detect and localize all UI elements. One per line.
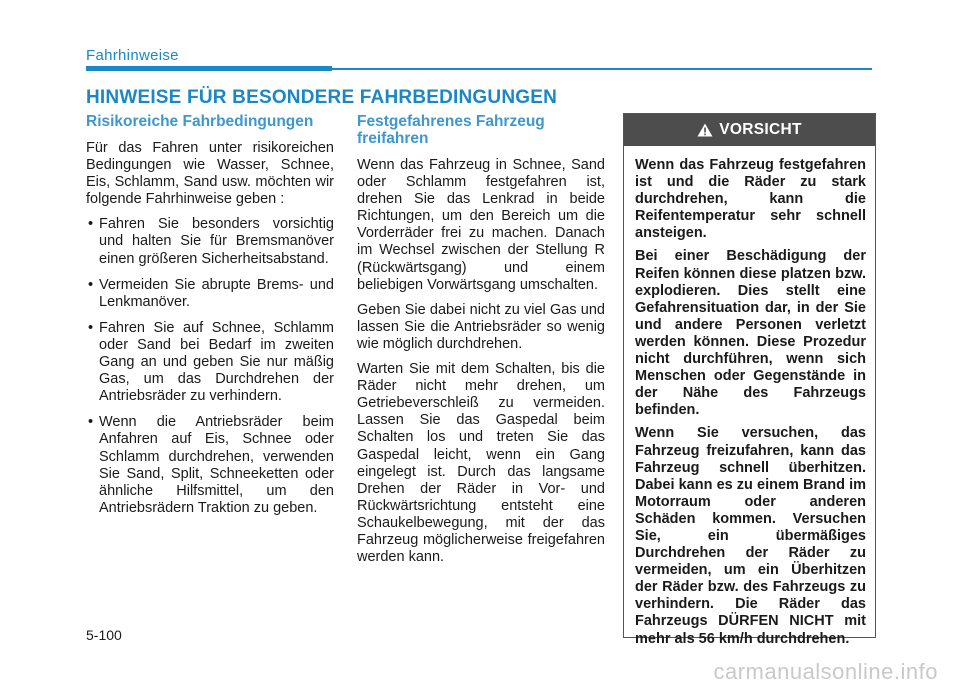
caution-header bbox=[624, 114, 875, 146]
caution-paragraph: Bei einer Beschädigung der Reifen können diese platzen bzw. explodieren. Dies stellt eine Gefahrensituation dar, in der Sie und andere Personen verletzt werden können. Diese Prozedur nicht durchführen, wenn sich Menschen oder Gegenstände in der Nähe des Fahrzeugs befinden. bbox=[635, 248, 866, 419]
list-item bbox=[86, 277, 334, 311]
caution-paragraph: Wenn Sie versuchen, das Fahrzeug freizufahren, kann das Fahrzeug schnell überhitzen. Dabei kann es zu einem Brand im Motorraum oder anderen Schäden kommen. Versuchen Sie, ein übermäßiges Durchdrehen der Räder zu vermeiden, um ein Überhitzen der Räder bzw. des Fahrzeugs zu verhindern. Die Räder das Fahrzeugs DÜRFEN NICHT mit mehr als 56 km/h durchdrehen. bbox=[635, 425, 866, 647]
watermark: carmanualsonline.info bbox=[713, 659, 938, 684]
left-column bbox=[86, 113, 334, 526]
left-intro: Für das Fahren unter risikoreichen Bedingungen wie Wasser, Schnee, Eis, Schlamm, Sand usw. möchten wir folgende Fahrhinweise geben : bbox=[86, 140, 334, 208]
list-item bbox=[86, 320, 334, 405]
warning-icon bbox=[697, 123, 713, 137]
middle-heading: Festgefahrenes Fahrzeug freifahren bbox=[357, 113, 545, 147]
bullet-icon: • bbox=[88, 276, 94, 293]
list-item-text: Fahren Sie besonders vorsichtig und halten Sie für Bremsmanöver einen größeren Sicherheitsabstand. bbox=[99, 216, 334, 267]
middle-paragraph: Wenn das Fahrzeug in Schnee, Sand oder Schlamm festgefahren ist, drehen Sie das Lenkrad in beide Richtungen, um den Bereich um die Vorderräder frei zu machen. Danach im Wechsel zwischen der Stellung R (Rückwärtsgang) und einem beliebigen Vorwärtsgang umschalten. bbox=[357, 157, 605, 293]
section-rule-thin bbox=[332, 68, 872, 70]
caution-paragraph: Wenn das Fahrzeug festgefahren ist und die Räder zu stark durchdrehen, kann die Reifentemperatur sehr schnell ansteigen. bbox=[635, 157, 866, 242]
middle-column bbox=[357, 113, 605, 574]
list-item-text: Vermeiden Sie abrupte Brems- und Lenkmanöver. bbox=[99, 276, 334, 310]
middle-paragraph: Warten Sie mit dem Schalten, bis die Räder nicht mehr drehen, um Getriebeverschleiß zu vermeiden. Lassen Sie das Gaspedal beim Schalten los und treten Sie das Gaspedal leicht, wenn ein Gang eingelegt ist. Durch das langsame Drehen der Räder in Vor- und Rückwärtsrichtung entsteht eine Schaukelbewegung, mit der das Fahrzeug möglicherweise freigefahren werden kann. bbox=[357, 361, 605, 566]
section-rule-thick bbox=[86, 66, 332, 71]
left-bullet-list bbox=[86, 216, 334, 517]
caution-box bbox=[623, 113, 876, 647]
section-label: Fahrhinweise bbox=[86, 47, 179, 64]
list-item bbox=[86, 414, 334, 517]
page-number: 5-100 bbox=[86, 627, 122, 643]
bullet-icon: • bbox=[88, 414, 94, 431]
left-heading: Risikoreiche Fahrbedingungen bbox=[86, 113, 314, 130]
caution-label: VORSICHT bbox=[719, 121, 802, 138]
bullet-icon: • bbox=[88, 216, 94, 233]
list-item-text: Wenn die Antriebsräder beim Anfahren auf Eis, Schnee oder Schlamm durchdrehen, verwenden Sie Sand, Split, Schneeketten oder ähnliche Hilfsmittel, um den Antriebsrädern Traktion zu geben. bbox=[99, 414, 334, 516]
middle-paragraph: Geben Sie dabei nicht zu viel Gas und lassen Sie die Antriebsräder so wenig wie möglich durchdrehen. bbox=[357, 301, 605, 352]
list-item bbox=[86, 216, 334, 267]
page-title: HINWEISE FÜR BESONDERE FAHRBEDINGUNGEN bbox=[86, 87, 558, 108]
bullet-icon: • bbox=[88, 319, 94, 336]
caution-body bbox=[624, 146, 875, 648]
list-item-text: Fahren Sie auf Schnee, Schlamm oder Sand bei Bedarf im zweiten Gang an und geben Sie nur mäßig Gas, um das Durchdrehen der Antriebsräder zu verhindern. bbox=[99, 319, 334, 405]
